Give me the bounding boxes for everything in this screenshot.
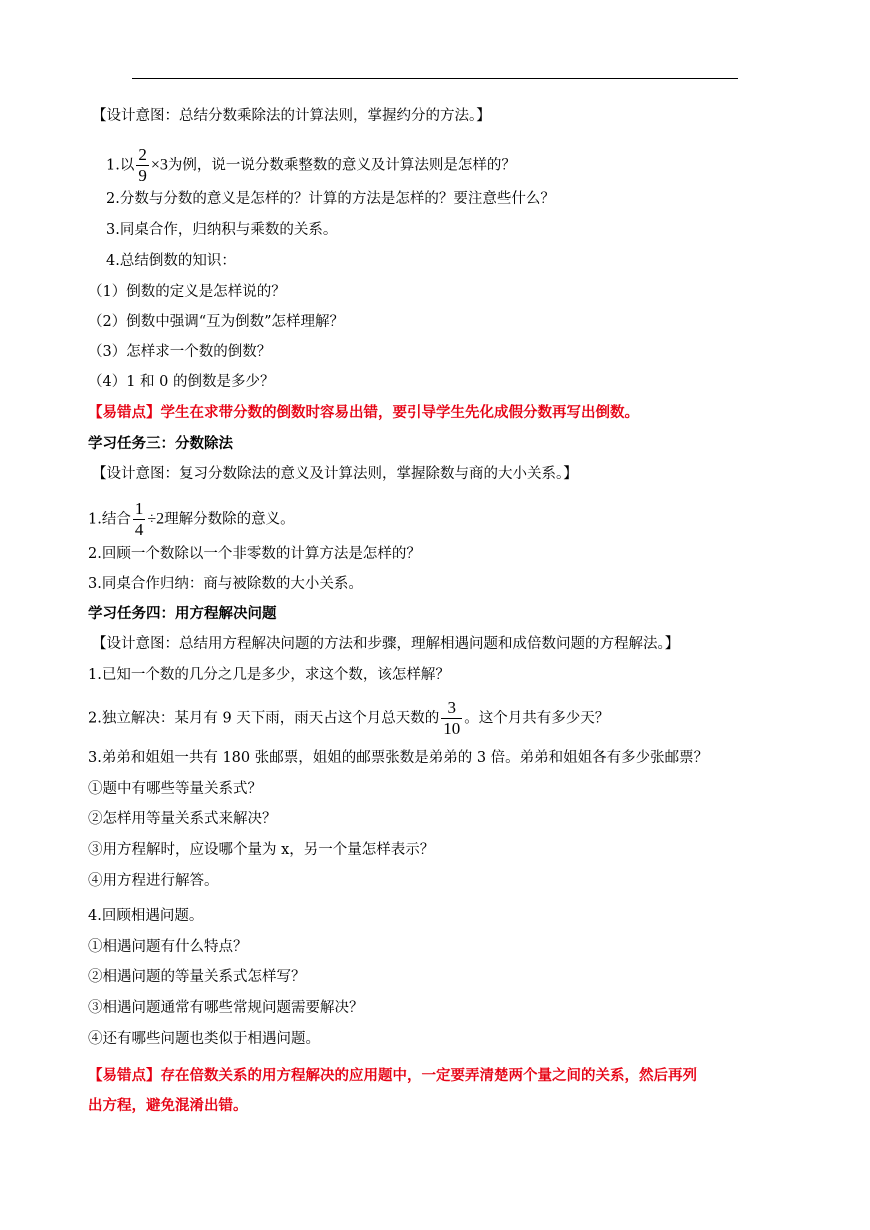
item-3: 3.同桌合作，归纳积与乘数的关系。 <box>106 222 338 238</box>
task-4-item-3: 3.弟弟和姐姐一共有 180 张邮票，姐姐的邮票张数是弟弟的 3 倍。弟弟和姐姐各有多少张邮票？ <box>88 750 709 766</box>
design-intent-2: 【设计意图：复习分数除法的意义及计算法则，掌握除数与商的大小关系。】 <box>92 466 578 482</box>
task-4-item-4: 4.回顾相遇问题。 <box>88 908 204 924</box>
fraction-denominator: 4 <box>134 520 144 539</box>
subitem-2: （2）倒数中强调“互为倒数”怎样理解？ <box>88 314 345 330</box>
fraction-denominator: 9 <box>138 166 147 185</box>
fraction-denominator: 10 <box>443 719 461 738</box>
fraction-2-9 <box>136 146 149 185</box>
meet-circled-4: ④还有哪些问题也类似于相遇问题。 <box>88 1031 320 1047</box>
fraction-numerator: 3 <box>447 698 457 717</box>
subitem-3: （3）怎样求一个数的倒数？ <box>88 344 272 360</box>
meet-circled-1: ①相遇问题有什么特点？ <box>88 939 248 955</box>
divide-two: ÷2 <box>147 510 165 528</box>
circled-1: ①题中有哪些等量关系式？ <box>88 781 262 797</box>
item-2: 2.分数与分数的意义是怎样的？计算的方法是怎样的？要注意些什么？ <box>106 191 555 207</box>
design-intent-1: 【设计意图：总结分数乘除法的计算法则，掌握约分的方法。】 <box>92 108 491 124</box>
item-text: 理解分数除的意义。 <box>164 511 295 528</box>
task-4-item-1: 1.已知一个数的几分之几是多少，求这个数，该怎样解？ <box>88 667 450 683</box>
meet-circled-2: ②相遇问题的等量关系式怎样写？ <box>88 969 306 985</box>
fraction-numerator: 1 <box>134 499 144 518</box>
subitem-4: （4）1 和 0 的倒数是多少？ <box>88 374 275 390</box>
circled-4: ④用方程进行解答。 <box>88 873 219 889</box>
error-point-1: 【易错点】学生在求带分数的倒数时容易出错，要引导学生先化成假分数再写出倒数。 <box>88 404 639 421</box>
header-rule <box>132 78 738 79</box>
item-4: 4.总结倒数的知识： <box>106 253 236 269</box>
task-3-item-1 <box>88 500 295 539</box>
item-1-text: 为例，说一说分数乘整数的意义及计算法则是怎样的？ <box>167 157 516 174</box>
fraction-numerator: 2 <box>138 145 147 164</box>
meet-circled-3: ③相遇问题通常有哪些常规问题需要解决？ <box>88 1000 364 1016</box>
fraction-3-10 <box>441 699 462 738</box>
task-3-heading: 学习任务三：分数除法 <box>88 435 233 452</box>
circled-2: ②怎样用等量关系式来解决？ <box>88 811 277 827</box>
circled-3: ③用方程解时，应设哪个量为 x，另一个量怎样表示？ <box>88 842 435 858</box>
design-intent-3: 【设计意图：总结用方程解决问题的方法和步骤，理解相遇问题和成倍数问题的方程解法。】 <box>92 636 680 652</box>
fraction-1-4 <box>133 500 146 539</box>
item-1-prefix: 1.以 <box>106 157 135 174</box>
task-3-item-3: 3.同桌合作归纳：商与被除数的大小关系。 <box>88 576 363 592</box>
item-1-multiply <box>106 146 516 185</box>
task-3-item-2: 2.回顾一个数除以一个非零数的计算方法是怎样的？ <box>88 546 421 562</box>
item-prefix: 1.结合 <box>88 511 131 528</box>
task-4-item-2 <box>88 699 609 738</box>
times-three: ×3 <box>150 156 168 174</box>
subitem-1: （1）倒数的定义是怎样说的？ <box>88 284 286 300</box>
error-point-2-line-2: 出方程，避免混淆出错。 <box>88 1097 248 1114</box>
task-4-heading: 学习任务四：用方程解决问题 <box>88 605 277 622</box>
item-text-end: 。这个月共有多少天？ <box>464 710 610 727</box>
item-text: 2.独立解决：某月有 9 天下雨，雨天占这个月总天数的 <box>88 710 440 727</box>
error-point-2-line-1: 【易错点】存在倍数关系的用方程解决的应用题中，一定要弄清楚两个量之间的关系，然后再列 <box>88 1067 697 1084</box>
